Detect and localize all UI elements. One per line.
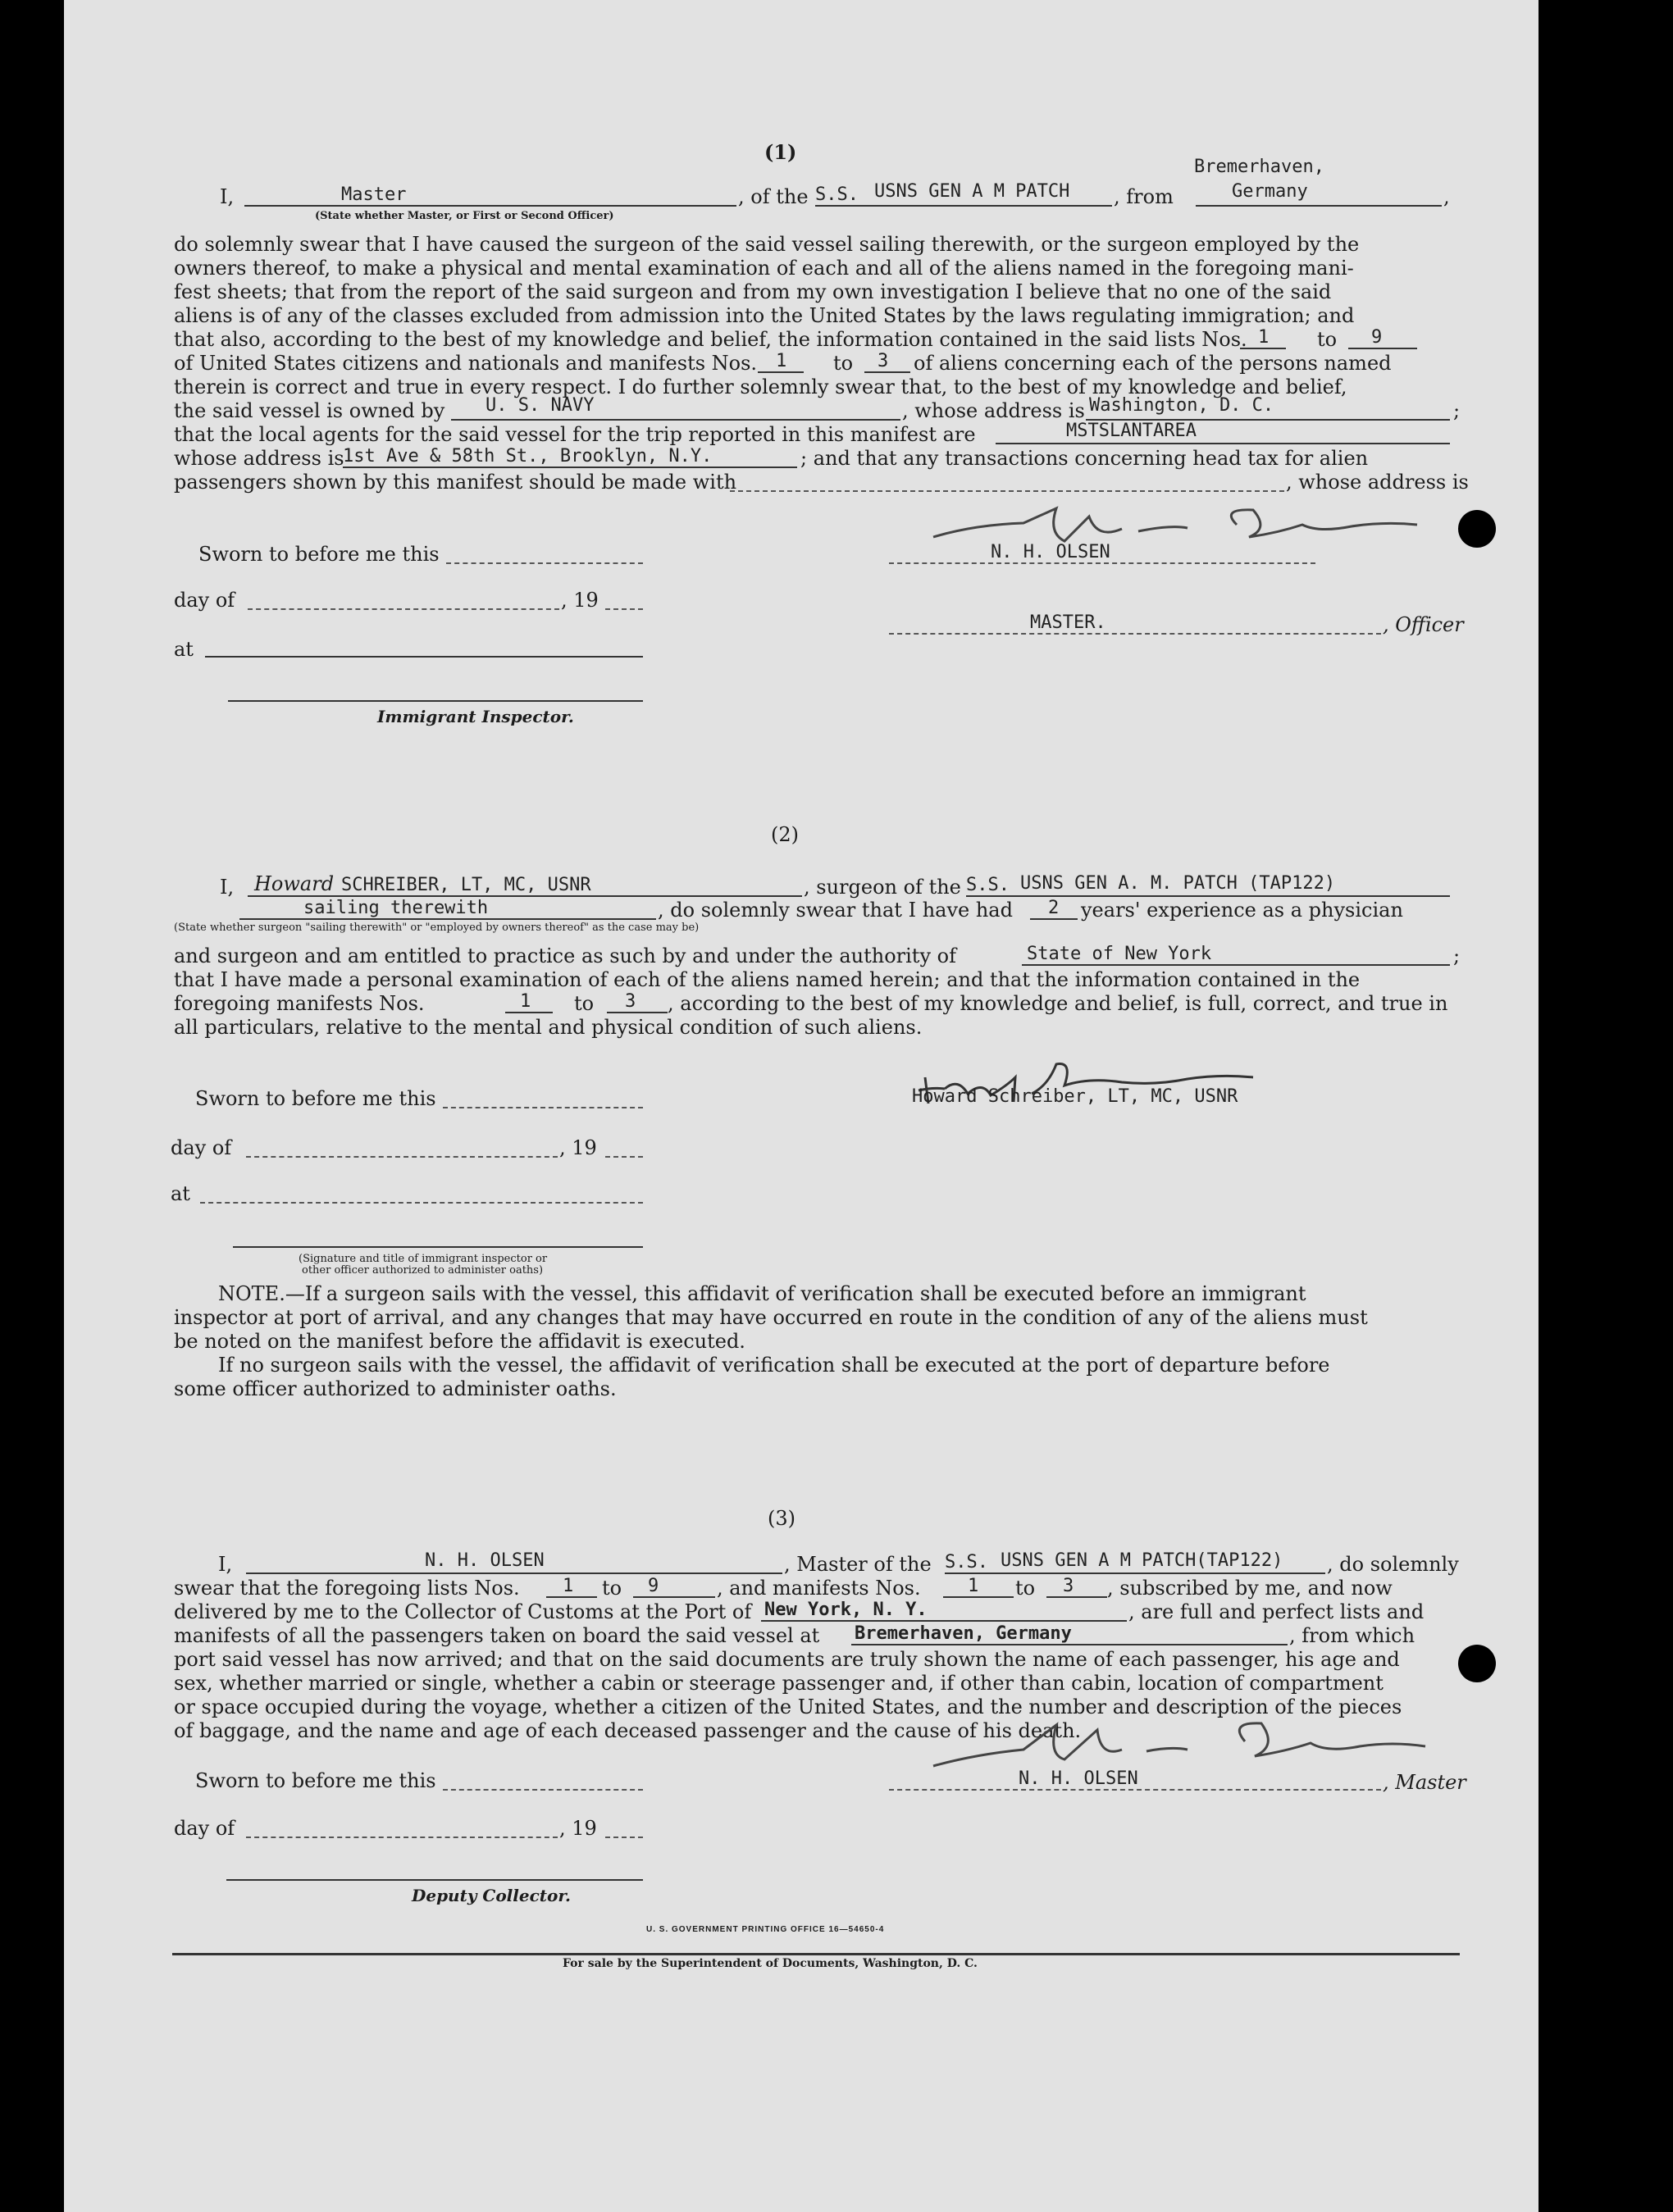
- manifest-from-field: 1: [968, 1576, 979, 1596]
- text: whose address is: [174, 447, 344, 470]
- text: , do solemnly swear that I have had: [658, 899, 1013, 922]
- manifest-to-field: 3: [1063, 1576, 1074, 1596]
- at-label: at: [171, 1182, 190, 1205]
- ss-prefix: S.S.: [945, 1552, 988, 1573]
- text: to: [574, 992, 595, 1015]
- vessel-name-field: USNS GEN A M PATCH(TAP122): [1001, 1550, 1283, 1571]
- punch-hole: [1458, 1645, 1496, 1682]
- at-label: at: [174, 638, 194, 661]
- text: delivered by me to the Collector of Customs at the Port of: [174, 1600, 752, 1623]
- text: to: [833, 352, 854, 375]
- vessel-name-field: USNS GEN A M PATCH: [874, 181, 1070, 202]
- paragraph-line: therein is correct and true in every respect. I do further solemnly swear that, to the best of my knowledge and belief,: [174, 375, 1347, 398]
- manifest-from-field: 1: [520, 991, 531, 1012]
- text: , do solemnly: [1327, 1553, 1459, 1576]
- paragraph-line: , according to the best of my knowledge and belief, is full, correct, and true in: [668, 992, 1448, 1015]
- ss-prefix: S.S.: [815, 184, 859, 205]
- note-line: inspector at port of arrival, and any changes that may have occurred en route in the condition of any of the aliens must: [174, 1306, 1368, 1329]
- officer-label: , Officer: [1383, 613, 1464, 636]
- years-field: 2: [1048, 898, 1060, 918]
- text: I,: [220, 876, 235, 899]
- paragraph-line: of United States citizens and nationals and manifests Nos.: [174, 352, 758, 375]
- paragraph-line: or space occupied during the voyage, whether a citizen of the United States, and the number and description of the pieces: [174, 1695, 1402, 1718]
- text: , whose address is: [902, 399, 1085, 422]
- sworn-label: Sworn to before me this: [195, 1087, 436, 1110]
- text: to: [1317, 328, 1338, 351]
- punch-hole: [1458, 510, 1496, 548]
- paragraph-line: that also, according to the best of my knowledge and belief, the information contained in the said lists Nos.: [174, 328, 1247, 351]
- text: , 19: [559, 1136, 597, 1159]
- sale-notice: For sale by the Superintendent of Documents, Washington, D. C.: [563, 1957, 978, 1970]
- owner-address-field: Washington, D. C.: [1089, 395, 1274, 416]
- text: I,: [218, 1553, 233, 1576]
- section-2-number: (2): [771, 823, 799, 846]
- paragraph-line: all particulars, relative to the mental and physical condition of such aliens.: [174, 1016, 923, 1039]
- text: ;: [1453, 399, 1461, 422]
- paragraph-line: sex, whether married or single, whether a cabin or steerage passenger and, if other than cabin, location of compartment: [174, 1672, 1384, 1695]
- deputy-collector-label: Deputy Collector.: [412, 1886, 572, 1905]
- text: passengers shown by this manifest should be made with: [174, 471, 737, 494]
- rank-hint: (State whether Master, or First or Second Officer): [315, 210, 614, 222]
- text: , whose address is: [1286, 471, 1469, 494]
- departure-port-field: Bremerhaven, Germany: [855, 1623, 1072, 1644]
- paragraph-line: that I have made a personal examination of each of the aliens named herein; and that the information contained in the: [174, 968, 1361, 991]
- arrival-port-field: New York, N. Y.: [764, 1600, 928, 1620]
- master-name-field: N. H. OLSEN: [425, 1550, 545, 1571]
- text: , from: [1114, 185, 1174, 208]
- text: years' experience as a physician: [1081, 899, 1403, 922]
- day-of-label: day of: [174, 1817, 235, 1840]
- gpo-imprint: U. S. GOVERNMENT PRINTING OFFICE 16—54650-4: [646, 1925, 885, 1934]
- text: , surgeon of the: [804, 876, 961, 899]
- owner-field: U. S. NAVY: [485, 395, 595, 416]
- text: ; and that any transactions concerning head tax for alien: [800, 447, 1369, 470]
- list-from-field: 1: [563, 1576, 574, 1596]
- paragraph-line: fest sheets; that from the report of the said surgeon and from my own investigation I believe that no one of the said: [174, 280, 1332, 303]
- signature-hint: other officer authorized to administer oaths): [302, 1264, 544, 1277]
- paragraph-line: of aliens concerning each of the persons named: [914, 352, 1392, 375]
- surgeon-name-field: SCHREIBER, LT, MC, USNR: [341, 875, 591, 895]
- note-line: NOTE.—If a surgeon sails with the vessel, this affidavit of verification shall be executed before an immigrant: [218, 1282, 1306, 1305]
- manifest-to-field: 3: [878, 351, 889, 371]
- signer-title: MASTER.: [1030, 612, 1106, 633]
- note-line: If no surgeon sails with the vessel, the affidavit of verification shall be executed at the port of departure before: [218, 1354, 1330, 1377]
- paragraph-line: aliens is of any of the classes excluded from admission into the United States by the laws regulating immigration; and: [174, 304, 1355, 327]
- text: , subscribed by me, and now: [1107, 1577, 1393, 1600]
- paragraph-line: of baggage, and the name and age of each deceased passenger and the cause of his death.: [174, 1719, 1082, 1742]
- officer-rank-field: Master: [341, 184, 407, 205]
- text: , Master of the: [784, 1553, 932, 1576]
- paragraph-line: port said vessel has now arrived; and that on the said documents are truly shown the name of each passenger, his age and: [174, 1648, 1400, 1671]
- section-3-number: (3): [768, 1507, 795, 1530]
- paragraph-line: the said vessel is owned by: [174, 399, 445, 422]
- paragraph-line: that the local agents for the said vessel for the trip reported in this manifest are: [174, 423, 976, 446]
- paragraph-line: and surgeon and am entitled to practice as such by and under the authority of: [174, 944, 956, 967]
- sailing-status-field: sailing therewith: [303, 898, 489, 918]
- text: , are full and perfect lists and: [1128, 1600, 1425, 1623]
- immigrant-inspector-label: Immigrant Inspector.: [377, 707, 574, 726]
- text: swear that the foregoing lists Nos.: [174, 1577, 520, 1600]
- day-of-label: day of: [171, 1136, 232, 1159]
- country-field: Germany: [1232, 181, 1308, 202]
- manifest-from-field: 1: [776, 351, 787, 371]
- section-1-number: (1): [764, 140, 797, 164]
- signature-hint: (Signature and title of immigrant inspector or: [299, 1253, 548, 1265]
- manifest-page: [64, 0, 1539, 2212]
- text: , and manifests Nos.: [717, 1577, 921, 1600]
- text: foregoing manifests Nos.: [174, 992, 425, 1015]
- note-line: be noted on the manifest before the affidavit is executed.: [174, 1330, 745, 1353]
- master-label: , Master: [1383, 1771, 1466, 1794]
- note-line: some officer authorized to administer oaths.: [174, 1377, 617, 1400]
- departure-port-label: Bremerhaven,: [1194, 157, 1324, 177]
- text: , 19: [559, 1817, 597, 1840]
- sailing-hint: (State whether surgeon "sailing therewith" or "employed by owners thereof" as the case may be): [174, 922, 700, 934]
- text: I,: [220, 185, 235, 208]
- text: ,: [1443, 185, 1450, 208]
- text: , from which: [1289, 1624, 1415, 1647]
- signer-name: N. H. OLSEN: [991, 542, 1110, 562]
- list-from-field: 1: [1258, 327, 1270, 348]
- signer-name: Howard Schreiber, LT, MC, USNR: [912, 1086, 1238, 1107]
- authority-field: State of New York: [1027, 944, 1212, 964]
- agent-address-field: 1st Ave & 58th St., Brooklyn, N.Y.: [343, 446, 713, 467]
- text: , of the: [738, 185, 809, 208]
- agents-field: MSTSLANTAREA: [1066, 421, 1197, 441]
- day-of-label: day of: [174, 589, 235, 612]
- list-to-field: 9: [648, 1576, 659, 1596]
- paragraph-line: do solemnly swear that I have caused the surgeon of the said vessel sailing therewith, or the surgeon employed by the: [174, 233, 1360, 256]
- paragraph-line: owners thereof, to make a physical and mental examination of each and all of the aliens named in the foregoing mani-: [174, 257, 1354, 280]
- text: ;: [1453, 944, 1461, 967]
- manifest-to-field: 3: [625, 991, 636, 1012]
- sworn-label: Sworn to before me this: [195, 1769, 436, 1792]
- text: to: [602, 1577, 622, 1600]
- list-to-field: 9: [1371, 327, 1383, 348]
- ss-prefix: S.S.: [966, 875, 1010, 895]
- text: , 19: [561, 589, 599, 612]
- signer-name: N. H. OLSEN: [1019, 1768, 1138, 1789]
- vessel-name-field: USNS GEN A. M. PATCH (TAP122): [1020, 873, 1336, 894]
- master-signature: [925, 1714, 1434, 1779]
- text: manifests of all the passengers taken on board the said vessel at: [174, 1624, 820, 1647]
- surgeon-name-handwritten: Howard: [254, 872, 335, 895]
- text: to: [1015, 1577, 1036, 1600]
- sworn-label: Sworn to before me this: [198, 543, 440, 566]
